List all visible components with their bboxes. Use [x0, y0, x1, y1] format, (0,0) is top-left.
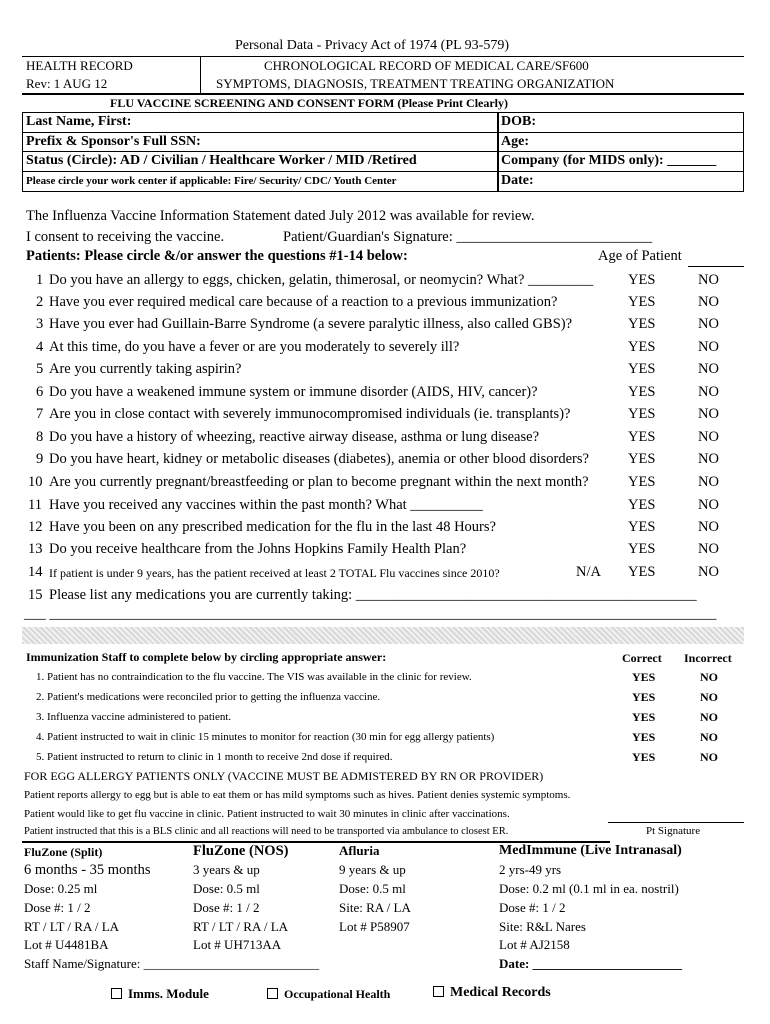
- question-yes[interactable]: YES: [628, 541, 656, 557]
- staff-item-no[interactable]: NO: [700, 710, 718, 724]
- bls-clinic-notice: Patient instructed that this is a BLS clinic and all reactions will need to be transported via ambulance to closest ER.: [24, 826, 509, 837]
- question-yes[interactable]: YES: [628, 272, 656, 288]
- medications-continuation-line[interactable]: ___ ____________________________________________________________________________________________: [24, 606, 717, 622]
- question-num: 10: [28, 474, 43, 490]
- question-num: 4: [36, 339, 44, 355]
- medical-records-label: Medical Records: [450, 985, 551, 1000]
- staff-item-yes[interactable]: YES: [632, 750, 656, 764]
- vaccine-lot: Lot # UH713AA: [193, 937, 282, 952]
- rev-label: Rev: 1 AUG 12: [26, 76, 108, 91]
- question-num: 11: [28, 497, 42, 513]
- chrono-record-label: CHRONOLOGICAL RECORD OF MEDICAL CARE/SF600: [264, 58, 589, 73]
- section-divider-hatch: [22, 627, 744, 644]
- header-vdivider: [200, 56, 201, 94]
- header-divider-top: [22, 56, 744, 57]
- question-num: 8: [36, 429, 44, 445]
- privacy-act-notice: Personal Data - Privacy Act of 1974 (PL 93-579): [235, 38, 509, 53]
- staff-item-text: 4. Patient instructed to wait in clinic 15 minutes to monitor for reaction (30 min for egg allergy patients): [36, 731, 495, 743]
- checkbox-icon: [433, 986, 444, 997]
- occupational-health-checkbox[interactable]: [267, 987, 390, 1002]
- staff-item-text: 3. Influenza vaccine administered to patient.: [36, 711, 232, 723]
- question-yes[interactable]: YES: [628, 384, 656, 400]
- consent-line: I consent to receiving the vaccine.: [26, 229, 225, 245]
- question-yes[interactable]: YES: [628, 474, 656, 490]
- staff-item-no[interactable]: NO: [700, 670, 718, 684]
- patient-box-row-line-2: [22, 151, 744, 152]
- vaccine-dose: Dose: 0.5 ml: [339, 881, 406, 896]
- question-text: At this time, do you have a fever or are you moderately to severely ill?: [49, 339, 460, 355]
- egg-allergy-line-2: Patient would like to get flu vaccine in clinic. Patient instructed to wait 30 minutes in clinic after vaccinations.: [24, 808, 510, 820]
- vaccine-lot: Lot # AJ2158: [499, 937, 570, 952]
- staff-section-header: Immunization Staff to complete below by circling appropriate answer:: [26, 650, 387, 664]
- health-record-label: HEALTH RECORD: [26, 58, 133, 73]
- question-no[interactable]: NO: [698, 361, 719, 377]
- guardian-signature-field[interactable]: Patient/Guardian's Signature: ___________________________: [283, 229, 653, 245]
- vaccine-site[interactable]: RT / LT / RA / LA: [193, 919, 289, 934]
- vaccine-title: FluZone (NOS): [193, 843, 289, 859]
- question-no[interactable]: NO: [698, 294, 719, 310]
- status-field[interactable]: Status (Circle): AD / Civilian / Healthcare Worker / MID /Retired: [26, 153, 417, 168]
- question-14-num: 14: [28, 564, 43, 580]
- vaccine-dose: Dose: 0.2 ml (0.1 ml in ea. nostril): [499, 881, 679, 896]
- question-no[interactable]: NO: [698, 272, 719, 288]
- question-text: Do you have an allergy to eggs, chicken, gelatin, thimerosal, or neomycin? What? _________: [49, 272, 594, 288]
- question-no[interactable]: NO: [698, 316, 719, 332]
- vaccine-dose-num[interactable]: Dose #: 1 / 2: [193, 900, 260, 915]
- patients-instructions: Patients: Please circle &/or answer the questions #1-14 below:: [26, 248, 408, 264]
- vaccine-age: 3 years & up: [193, 862, 260, 877]
- form-title: FLU VACCINE SCREENING AND CONSENT FORM (Please Print Clearly): [110, 96, 509, 110]
- medications-field[interactable]: Please list any medications you are currently taking: _______________________________________________: [49, 587, 697, 603]
- correct-column-label: Correct: [622, 651, 662, 665]
- question-yes[interactable]: YES: [628, 361, 656, 377]
- question-text: Have you received any vaccines within the past month? What __________: [49, 497, 483, 513]
- question-no[interactable]: NO: [698, 384, 719, 400]
- occupational-health-label: Occupational Health: [284, 987, 391, 1001]
- question-text: Are you currently taking aspirin?: [49, 361, 242, 377]
- staff-item-yes[interactable]: YES: [632, 710, 656, 724]
- question-text: Have you ever had Guillain-Barre Syndrome (a severe paralytic illness, also called GBS)?: [49, 316, 573, 332]
- vaccine-dose-num[interactable]: Dose #: 1 / 2: [24, 900, 91, 915]
- medical-records-checkbox[interactable]: [433, 985, 551, 1001]
- question-yes[interactable]: YES: [628, 519, 656, 535]
- vaccine-age: 6 months - 35 months: [24, 862, 151, 878]
- staff-item-yes[interactable]: YES: [632, 730, 656, 744]
- question-no[interactable]: NO: [698, 406, 719, 422]
- question-14-no[interactable]: NO: [698, 564, 719, 580]
- age-of-patient-label: Age of Patient: [598, 248, 682, 264]
- staff-item-no[interactable]: NO: [700, 730, 718, 744]
- vaccine-title: MedImmune (Live Intranasal): [499, 843, 682, 858]
- question-text: Have you ever required medical care because of a reaction to a previous immunization?: [49, 294, 558, 310]
- question-14-yes[interactable]: YES: [628, 564, 656, 580]
- vaccine-site[interactable]: RT / LT / RA / LA: [24, 919, 120, 934]
- dob-field[interactable]: DOB:: [501, 114, 536, 129]
- vaccine-title: FluZone (Split): [24, 845, 103, 859]
- question-no[interactable]: NO: [698, 497, 719, 513]
- work-center-field[interactable]: Please circle your work center if applicable: Fire/ Security/ CDC/ Youth Center: [26, 175, 397, 187]
- question-text: Are you in close contact with severely immunocompromised individuals (ie. transplants)?: [49, 406, 571, 422]
- pt-signature-label: Pt Signature: [646, 825, 701, 837]
- vaccine-age: 9 years & up: [339, 862, 406, 877]
- vaccine-dose: Dose: 0.5 ml: [193, 881, 260, 896]
- question-no[interactable]: NO: [698, 474, 719, 490]
- question-text: Do you have a weakened immune system or immune disorder (AIDS, HIV, cancer)?: [49, 384, 538, 400]
- question-num: 3: [36, 316, 44, 332]
- staff-signature-field[interactable]: Staff Name/Signature: ___________________________: [24, 956, 320, 971]
- question-yes[interactable]: YES: [628, 429, 656, 445]
- egg-allergy-header: FOR EGG ALLERGY PATIENTS ONLY (VACCINE MUST BE ADMISTERED BY RN OR PROVIDER): [24, 769, 544, 783]
- question-yes[interactable]: YES: [628, 497, 656, 513]
- staff-item-no[interactable]: NO: [700, 750, 718, 764]
- question-14-na[interactable]: N/A: [576, 564, 601, 580]
- question-num: 6: [36, 384, 44, 400]
- staff-item-no[interactable]: NO: [700, 690, 718, 704]
- sponsor-ssn-field[interactable]: Prefix & Sponsor's Full SSN:: [26, 134, 201, 149]
- checkbox-icon: [111, 988, 122, 999]
- patient-box-vdivider: [497, 112, 499, 192]
- staff-item-yes[interactable]: YES: [632, 670, 656, 684]
- question-14-text: If patient is under 9 years, has the patient received at least 2 TOTAL Flu vaccines since 2010?: [49, 566, 500, 580]
- question-yes[interactable]: YES: [628, 294, 656, 310]
- question-yes[interactable]: YES: [628, 316, 656, 332]
- patient-box-row-line-1: [22, 132, 744, 133]
- vaccine-age: 2 yrs-49 yrs: [499, 862, 562, 877]
- question-yes[interactable]: YES: [628, 406, 656, 422]
- patient-box-row-line-3: [22, 171, 744, 172]
- staff-item-text: 2. Patient's medications were reconciled prior to getting the influenza vaccine.: [36, 691, 381, 703]
- vaccine-dose: Dose: 0.25 ml: [24, 881, 98, 896]
- imms-module-label: Imms. Module: [128, 986, 209, 1001]
- question-num: 5: [36, 361, 44, 377]
- vaccine-site: Site: R&L Nares: [499, 919, 586, 934]
- question-yes[interactable]: YES: [628, 451, 656, 467]
- vis-statement: The Influenza Vaccine Information Statement dated July 2012 was available for review.: [26, 208, 535, 224]
- question-15-num: 15: [28, 587, 43, 603]
- vaccine-dose-num[interactable]: Dose #: 1 / 2: [499, 900, 566, 915]
- question-num: 12: [28, 519, 43, 535]
- pt-signature-line[interactable]: [608, 822, 744, 823]
- egg-allergy-line-1: Patient reports allergy to egg but is able to eat them or has mild symptoms such as hives. Patient denies systemic symptoms.: [24, 789, 571, 801]
- vaccine-title: Afluria: [339, 843, 380, 858]
- vaccine-lot: Lot # P58907: [339, 919, 410, 934]
- question-no[interactable]: NO: [698, 339, 719, 355]
- age-of-patient-underline: [688, 266, 744, 267]
- vaccine-lot: Lot # U4481BA: [24, 937, 109, 952]
- question-no[interactable]: NO: [698, 429, 719, 445]
- question-yes[interactable]: YES: [628, 339, 656, 355]
- staff-item-text: 1. Patient has no contraindication to the flu vaccine. The VIS was available in the clinic for review.: [36, 671, 472, 683]
- staff-item-yes[interactable]: YES: [632, 690, 656, 704]
- vaccine-date-field[interactable]: Date: _______________________: [499, 956, 683, 971]
- date-field[interactable]: Date:: [501, 173, 534, 188]
- question-text: Do you receive healthcare from the Johns Hopkins Family Health Plan?: [49, 541, 467, 557]
- header-divider-bottom: [22, 93, 744, 95]
- age-field[interactable]: Age:: [501, 134, 529, 149]
- question-num: 7: [36, 406, 44, 422]
- vaccine-site[interactable]: Site: RA / LA: [339, 900, 411, 915]
- company-field[interactable]: Company (for MIDS only): _______: [501, 153, 717, 168]
- question-no[interactable]: NO: [698, 541, 719, 557]
- staff-item-text: 5. Patient instructed to return to clinic in 1 month to receive 2nd dose if required.: [36, 751, 393, 763]
- imms-module-checkbox[interactable]: [111, 986, 209, 1002]
- question-no[interactable]: NO: [698, 451, 719, 467]
- question-num: 1: [36, 272, 44, 288]
- question-num: 9: [36, 451, 44, 467]
- question-num: 2: [36, 294, 44, 310]
- last-name-field[interactable]: Last Name, First:: [26, 114, 132, 129]
- question-no[interactable]: NO: [698, 519, 719, 535]
- question-text: Do you have a history of wheezing, reactive airway disease, asthma or lung disease?: [49, 429, 540, 445]
- checkbox-icon: [267, 988, 278, 999]
- symptoms-label: SYMPTOMS, DIAGNOSIS, TREATMENT TREATING ORGANIZATION: [216, 76, 615, 91]
- incorrect-column-label: Incorrect: [684, 651, 732, 665]
- question-text: Are you currently pregnant/breastfeeding or plan to become pregnant within the next month?: [49, 474, 589, 490]
- question-text: Have you been on any prescribed medication for the flu in the last 48 Hours?: [49, 519, 496, 535]
- question-text: Do you have heart, kidney or metabolic diseases (diabetes), anemia or other blood disorders?: [49, 451, 589, 467]
- question-num: 13: [28, 541, 43, 557]
